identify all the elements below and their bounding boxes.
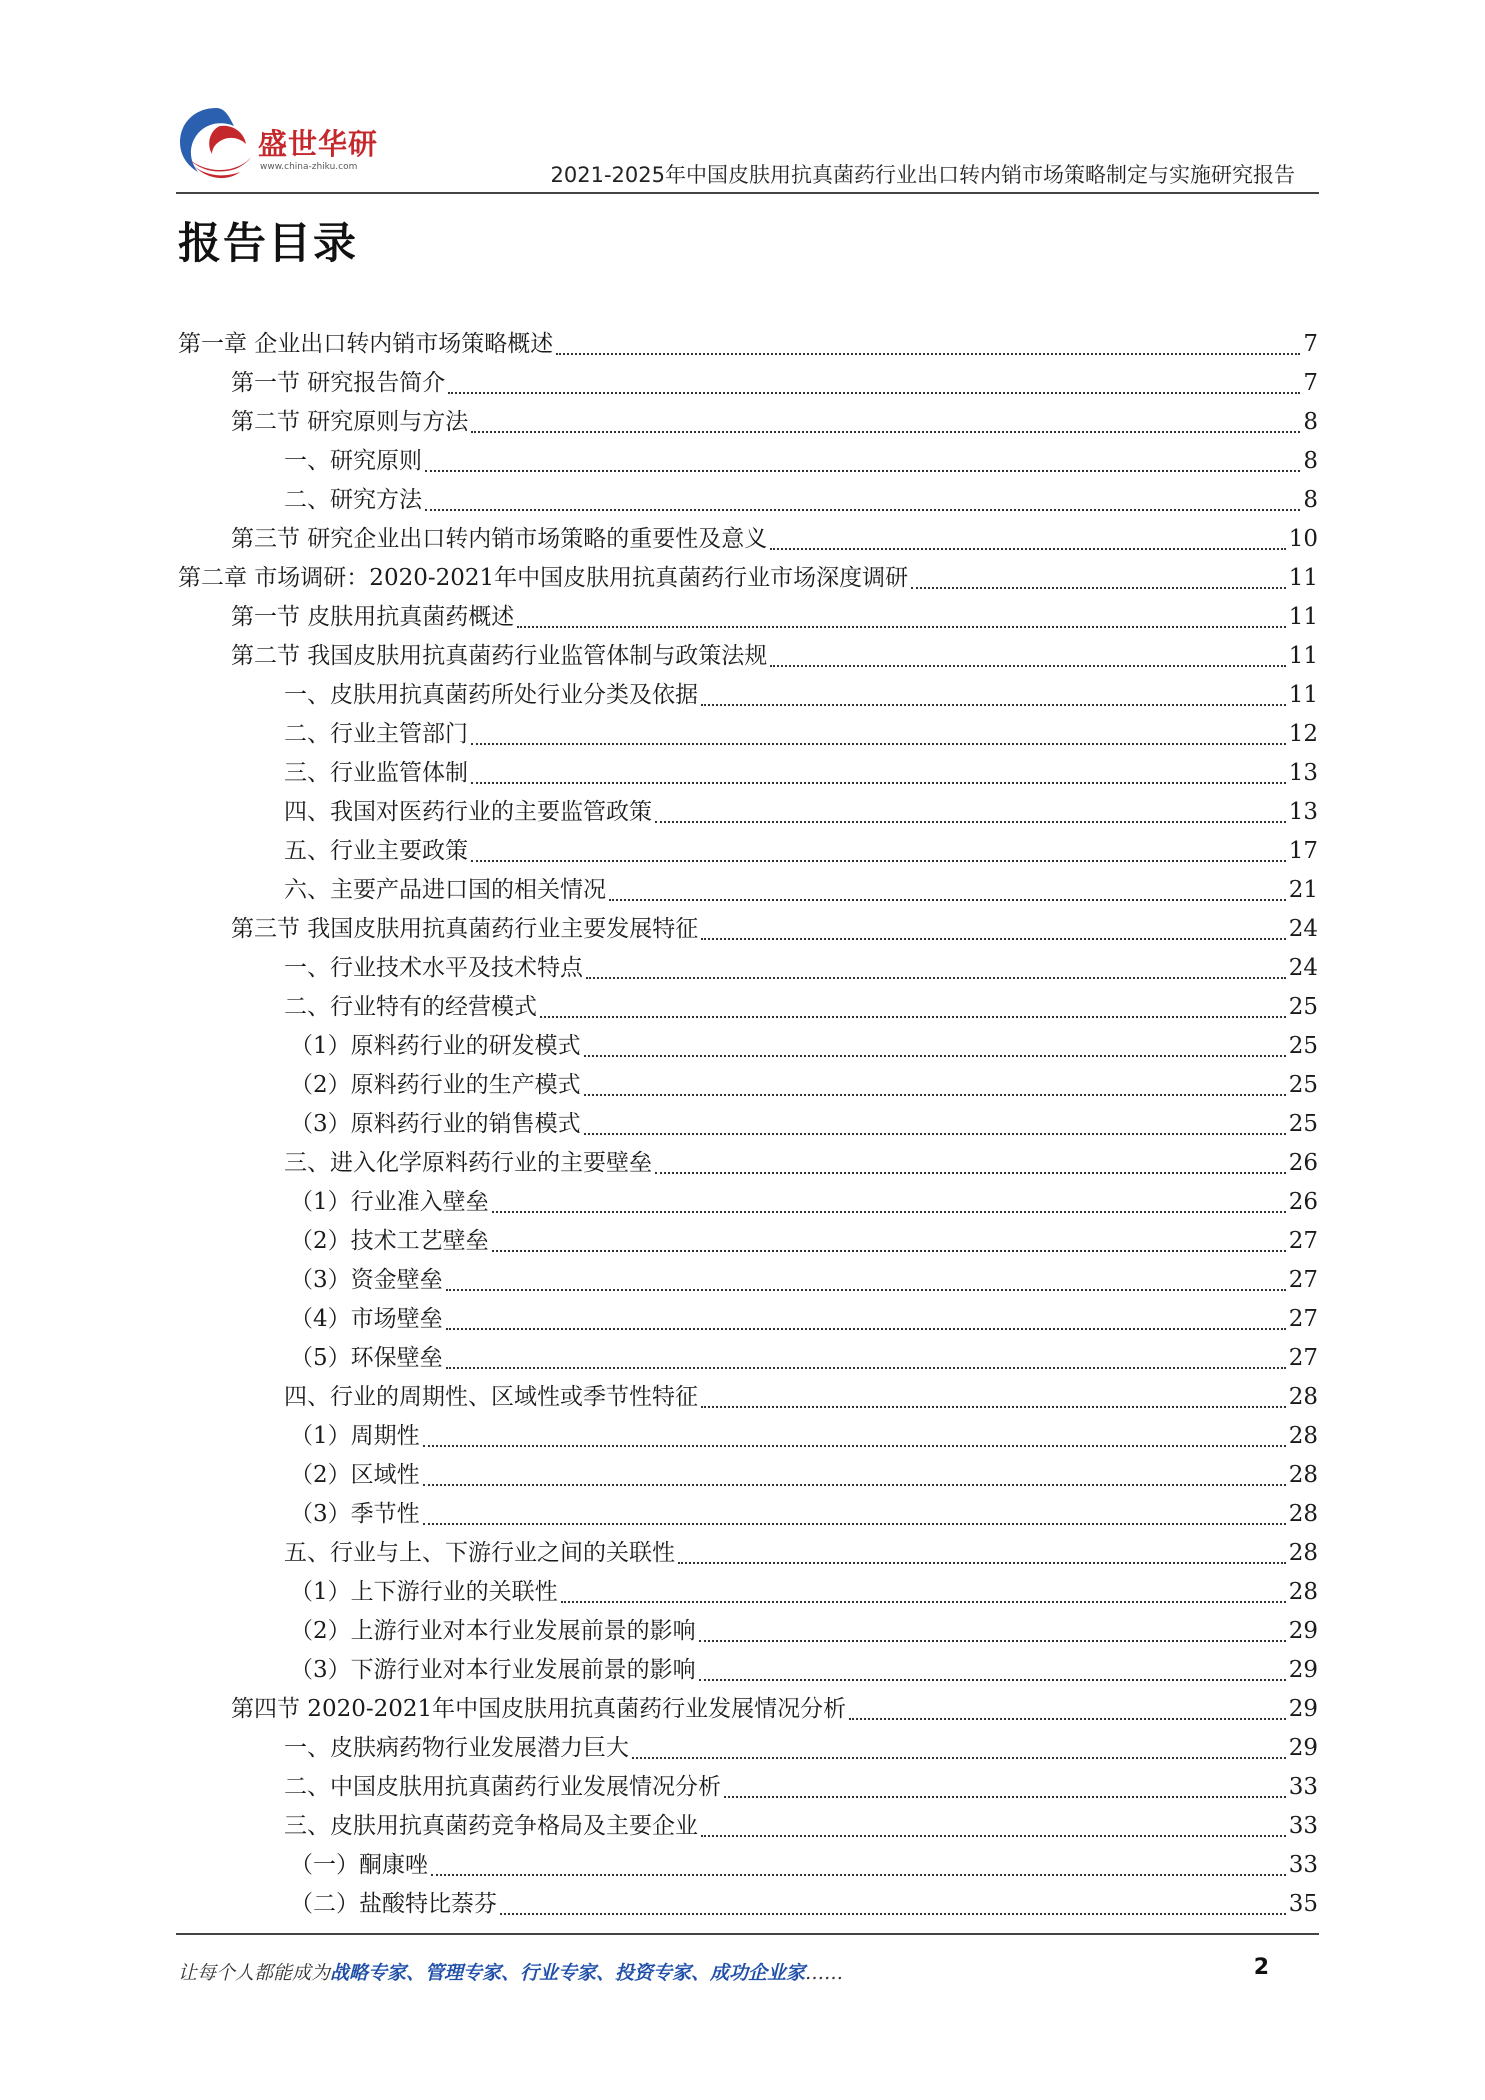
toc-entry[interactable] bbox=[231, 910, 1318, 949]
toc-entry-label: 三、进入化学原料药行业的主要壁垒 bbox=[284, 1150, 652, 1176]
toc-dot-leader bbox=[701, 1835, 1286, 1837]
toc-entry-page: 28 bbox=[1288, 1384, 1318, 1410]
company-logo bbox=[176, 100, 386, 182]
toc-dot-leader bbox=[609, 899, 1286, 901]
report-title: 2021-2025年中国皮肤用抗真菌药行业出口转内销市场策略制定与实施研究报告 bbox=[550, 163, 1295, 187]
toc-entry-label: （3）季节性 bbox=[290, 1501, 420, 1527]
toc-entry[interactable] bbox=[290, 1183, 1318, 1222]
toc-entry-label: 六、主要产品进口国的相关情况 bbox=[284, 877, 606, 903]
toc-dot-leader bbox=[446, 1289, 1286, 1291]
toc-dot-leader bbox=[655, 1172, 1286, 1174]
toc-dot-leader bbox=[423, 1523, 1286, 1525]
slogan-highlight: 战略专家、管理专家、行业专家、投资专家、成功企业家 bbox=[330, 1962, 806, 1984]
toc-entry-page: 33 bbox=[1288, 1774, 1318, 1800]
header-divider bbox=[176, 192, 1319, 194]
toc-entry-label: 二、行业特有的经营模式 bbox=[284, 994, 537, 1020]
toc-entry-label: （1）原料药行业的研发模式 bbox=[290, 1033, 581, 1059]
toc-entry[interactable] bbox=[290, 1222, 1318, 1261]
toc-entry-label: （二）盐酸特比萘芬 bbox=[290, 1891, 497, 1917]
toc-entry-label: （2）原料药行业的生产模式 bbox=[290, 1072, 581, 1098]
toc-entry-page: 28 bbox=[1288, 1540, 1318, 1566]
toc-dot-leader bbox=[724, 1796, 1286, 1798]
toc-entry[interactable] bbox=[284, 1807, 1318, 1846]
toc-dot-leader bbox=[446, 1328, 1286, 1330]
toc-dot-leader bbox=[471, 431, 1300, 433]
toc-entry[interactable] bbox=[231, 598, 1318, 637]
toc-dot-leader bbox=[517, 626, 1285, 628]
slogan-prefix: 让每个人都能成为 bbox=[178, 1962, 331, 1984]
toc-entry-page: 12 bbox=[1288, 721, 1318, 747]
toc-dot-leader bbox=[584, 1094, 1286, 1096]
logo-url: www.china-zhiku.com bbox=[260, 162, 358, 172]
toc-entry-label: （2）技术工艺壁垒 bbox=[290, 1228, 489, 1254]
toc-dot-leader bbox=[431, 1874, 1286, 1876]
toc-entry[interactable] bbox=[290, 1027, 1318, 1066]
toc-entry[interactable] bbox=[290, 1456, 1318, 1495]
toc-dot-leader bbox=[849, 1718, 1286, 1720]
toc-entry[interactable] bbox=[231, 1690, 1318, 1729]
toc-entry-page: 11 bbox=[1288, 643, 1318, 669]
toc-entry[interactable] bbox=[290, 1261, 1318, 1300]
toc-entry-page: 7 bbox=[1303, 370, 1318, 396]
toc-entry[interactable] bbox=[284, 1768, 1318, 1807]
toc-entry-label: 五、行业与上、下游行业之间的关联性 bbox=[284, 1540, 675, 1566]
toc-entry-label: 三、行业监管体制 bbox=[284, 760, 468, 786]
logo-emblem-icon bbox=[176, 100, 256, 182]
toc-entry-page: 28 bbox=[1288, 1501, 1318, 1527]
toc-entry-page: 33 bbox=[1288, 1852, 1318, 1878]
toc-entry-page: 26 bbox=[1288, 1150, 1318, 1176]
toc-entry-label: （2）上游行业对本行业发展前景的影响 bbox=[290, 1618, 696, 1644]
logo-name: 盛世华研 bbox=[258, 127, 379, 161]
toc-dot-leader bbox=[448, 392, 1300, 394]
toc-entry-page: 28 bbox=[1288, 1423, 1318, 1449]
toc-entry-page: 29 bbox=[1288, 1657, 1318, 1683]
toc-entry-page: 25 bbox=[1288, 1111, 1318, 1137]
toc-entry-page: 28 bbox=[1288, 1462, 1318, 1488]
toc-entry-label: （5）环保壁垒 bbox=[290, 1345, 443, 1371]
toc-entry[interactable] bbox=[290, 1846, 1318, 1885]
toc-entry[interactable] bbox=[284, 442, 1318, 481]
toc-entry-label: （2）区域性 bbox=[290, 1462, 420, 1488]
toc-entry[interactable] bbox=[284, 1378, 1318, 1417]
toc-dot-leader bbox=[471, 743, 1286, 745]
toc-entry-page: 29 bbox=[1288, 1696, 1318, 1722]
toc-dot-leader bbox=[561, 1601, 1286, 1603]
toc-entry[interactable] bbox=[290, 1885, 1318, 1924]
toc-entry-page: 10 bbox=[1288, 526, 1318, 552]
toc-entry[interactable] bbox=[284, 871, 1318, 910]
toc-entry-page: 11 bbox=[1288, 682, 1318, 708]
toc-dot-leader bbox=[655, 821, 1286, 823]
toc-entry[interactable] bbox=[284, 1729, 1318, 1768]
toc-dot-leader bbox=[586, 977, 1286, 979]
toc-entry[interactable] bbox=[284, 1144, 1318, 1183]
toc-dot-leader bbox=[425, 470, 1300, 472]
toc-entry-label: 三、皮肤用抗真菌药竞争格局及主要企业 bbox=[284, 1813, 698, 1839]
toc-entry-label: （3）资金壁垒 bbox=[290, 1267, 443, 1293]
toc-entry-page: 13 bbox=[1288, 760, 1318, 786]
toc-entry[interactable] bbox=[178, 325, 1318, 364]
toc-entry-label: 一、研究原则 bbox=[284, 448, 422, 474]
toc-entry[interactable] bbox=[178, 559, 1318, 598]
toc-dot-leader bbox=[500, 1913, 1286, 1915]
toc-entry[interactable] bbox=[231, 520, 1318, 559]
toc-entry-label: 第一章 企业出口转内销市场策略概述 bbox=[178, 331, 554, 357]
toc-entry[interactable] bbox=[231, 637, 1318, 676]
toc-entry[interactable] bbox=[284, 481, 1318, 520]
footer-slogan bbox=[178, 1958, 843, 1985]
toc-entry[interactable] bbox=[290, 1417, 1318, 1456]
toc-entry[interactable] bbox=[290, 1612, 1318, 1651]
toc-dot-leader bbox=[492, 1211, 1286, 1213]
toc-dot-leader bbox=[423, 1445, 1286, 1447]
toc-dot-leader bbox=[584, 1055, 1286, 1057]
toc-entry-page: 27 bbox=[1288, 1228, 1318, 1254]
toc-entry[interactable] bbox=[284, 1534, 1318, 1573]
toc-entry-label: （3）原料药行业的销售模式 bbox=[290, 1111, 581, 1137]
toc-entry-label: 第四节 2020-2021年中国皮肤用抗真菌药行业发展情况分析 bbox=[231, 1696, 847, 1722]
toc-dot-leader bbox=[701, 704, 1286, 706]
toc-dot-leader bbox=[540, 1016, 1286, 1018]
toc-dot-leader bbox=[425, 509, 1300, 511]
toc-entry-label: （1）上下游行业的关联性 bbox=[290, 1579, 558, 1605]
page-title: 报告目录 bbox=[178, 219, 358, 269]
toc-entry-label: 二、研究方法 bbox=[284, 487, 422, 513]
toc-entry-label: 第二章 市场调研：2020-2021年中国皮肤用抗真菌药行业市场深度调研 bbox=[178, 565, 909, 591]
toc-entry[interactable] bbox=[290, 1066, 1318, 1105]
toc-entry[interactable] bbox=[284, 832, 1318, 871]
toc-entry-label: 五、行业主要政策 bbox=[284, 838, 468, 864]
toc-entry-label: 四、我国对医药行业的主要监管政策 bbox=[284, 799, 652, 825]
toc-entry-label: （一）酮康唑 bbox=[290, 1852, 428, 1878]
toc-dot-leader bbox=[632, 1757, 1286, 1759]
toc-entry-page: 25 bbox=[1288, 1033, 1318, 1059]
toc-entry-page: 8 bbox=[1303, 487, 1318, 513]
toc-dot-leader bbox=[678, 1562, 1286, 1564]
toc-dot-leader bbox=[446, 1367, 1286, 1369]
toc-entry-page: 8 bbox=[1303, 448, 1318, 474]
toc-dot-leader bbox=[492, 1250, 1286, 1252]
toc-entry-page: 28 bbox=[1288, 1579, 1318, 1605]
toc-entry-page: 27 bbox=[1288, 1345, 1318, 1371]
toc-entry-label: 第一节 皮肤用抗真菌药概述 bbox=[231, 604, 515, 630]
toc-entry-page: 27 bbox=[1288, 1306, 1318, 1332]
toc-dot-leader bbox=[701, 938, 1285, 940]
toc-entry[interactable] bbox=[284, 715, 1318, 754]
toc-entry-label: （1）行业准入壁垒 bbox=[290, 1189, 489, 1215]
toc-entry[interactable] bbox=[290, 1105, 1318, 1144]
toc-entry-label: 第二节 研究原则与方法 bbox=[231, 409, 469, 435]
toc-entry-label: （1）周期性 bbox=[290, 1423, 420, 1449]
toc-dot-leader bbox=[471, 782, 1286, 784]
toc-dot-leader bbox=[423, 1484, 1286, 1486]
toc-entry[interactable] bbox=[290, 1651, 1318, 1690]
toc-entry-label: 第二节 我国皮肤用抗真菌药行业监管体制与政策法规 bbox=[231, 643, 768, 669]
toc-entry-page: 25 bbox=[1288, 1072, 1318, 1098]
toc-dot-leader bbox=[770, 665, 1285, 667]
toc-entry-label: 一、行业技术水平及技术特点 bbox=[284, 955, 583, 981]
toc-entry-label: （4）市场壁垒 bbox=[290, 1306, 443, 1332]
toc-entry-page: 21 bbox=[1288, 877, 1318, 903]
toc-dot-leader bbox=[584, 1133, 1286, 1135]
toc-dot-leader bbox=[770, 548, 1285, 550]
toc-entry[interactable] bbox=[231, 364, 1318, 403]
toc-entry-page: 13 bbox=[1288, 799, 1318, 825]
toc-dot-leader bbox=[911, 587, 1286, 589]
slogan-suffix: …… bbox=[805, 1962, 844, 1984]
toc-entry-label: 二、中国皮肤用抗真菌药行业发展情况分析 bbox=[284, 1774, 721, 1800]
toc-dot-leader bbox=[701, 1406, 1286, 1408]
toc-entry-label: 第三节 我国皮肤用抗真菌药行业主要发展特征 bbox=[231, 916, 699, 942]
toc-entry[interactable] bbox=[284, 754, 1318, 793]
toc-dot-leader bbox=[471, 860, 1286, 862]
toc-entry-page: 24 bbox=[1288, 916, 1318, 942]
toc-entry-page: 17 bbox=[1288, 838, 1318, 864]
toc-entry-page: 7 bbox=[1303, 331, 1318, 357]
toc-entry[interactable] bbox=[284, 676, 1318, 715]
toc-entry[interactable] bbox=[284, 988, 1318, 1027]
toc-entry-page: 33 bbox=[1288, 1813, 1318, 1839]
toc-entry-label: 第三节 研究企业出口转内销市场策略的重要性及意义 bbox=[231, 526, 768, 552]
toc-entry-label: 一、皮肤用抗真菌药所处行业分类及依据 bbox=[284, 682, 698, 708]
toc-entry-label: 一、皮肤病药物行业发展潜力巨大 bbox=[284, 1735, 629, 1761]
toc-entry[interactable] bbox=[290, 1339, 1318, 1378]
toc-dot-leader bbox=[699, 1679, 1286, 1681]
toc-entry-page: 8 bbox=[1303, 409, 1318, 435]
toc-dot-leader bbox=[556, 353, 1300, 355]
toc-entry-page: 11 bbox=[1288, 604, 1318, 630]
toc-entry-label: 四、行业的周期性、区域性或季节性特征 bbox=[284, 1384, 698, 1410]
toc-entry-label: 第一节 研究报告简介 bbox=[231, 370, 446, 396]
toc-entry-page: 27 bbox=[1288, 1267, 1318, 1293]
page-header bbox=[0, 0, 1485, 200]
toc-dot-leader bbox=[699, 1640, 1286, 1642]
toc-entry[interactable] bbox=[290, 1573, 1318, 1612]
page-number: 2 bbox=[1253, 1955, 1269, 1980]
toc-entry[interactable] bbox=[290, 1495, 1318, 1534]
toc-entry[interactable] bbox=[231, 403, 1318, 442]
toc-entry-page: 26 bbox=[1288, 1189, 1318, 1215]
toc-entry-page: 29 bbox=[1288, 1735, 1318, 1761]
toc-entry[interactable] bbox=[284, 793, 1318, 832]
toc-entry[interactable] bbox=[284, 949, 1318, 988]
toc-entry-page: 24 bbox=[1288, 955, 1318, 981]
toc-entry-label: （3）下游行业对本行业发展前景的影响 bbox=[290, 1657, 696, 1683]
toc-entry[interactable] bbox=[290, 1300, 1318, 1339]
toc-entry-label: 二、行业主管部门 bbox=[284, 721, 468, 747]
toc-entry-page: 29 bbox=[1288, 1618, 1318, 1644]
toc-entry-page: 35 bbox=[1288, 1891, 1318, 1917]
toc-entry-page: 25 bbox=[1288, 994, 1318, 1020]
toc-entry-page: 11 bbox=[1288, 565, 1318, 591]
footer-divider bbox=[176, 1933, 1319, 1935]
